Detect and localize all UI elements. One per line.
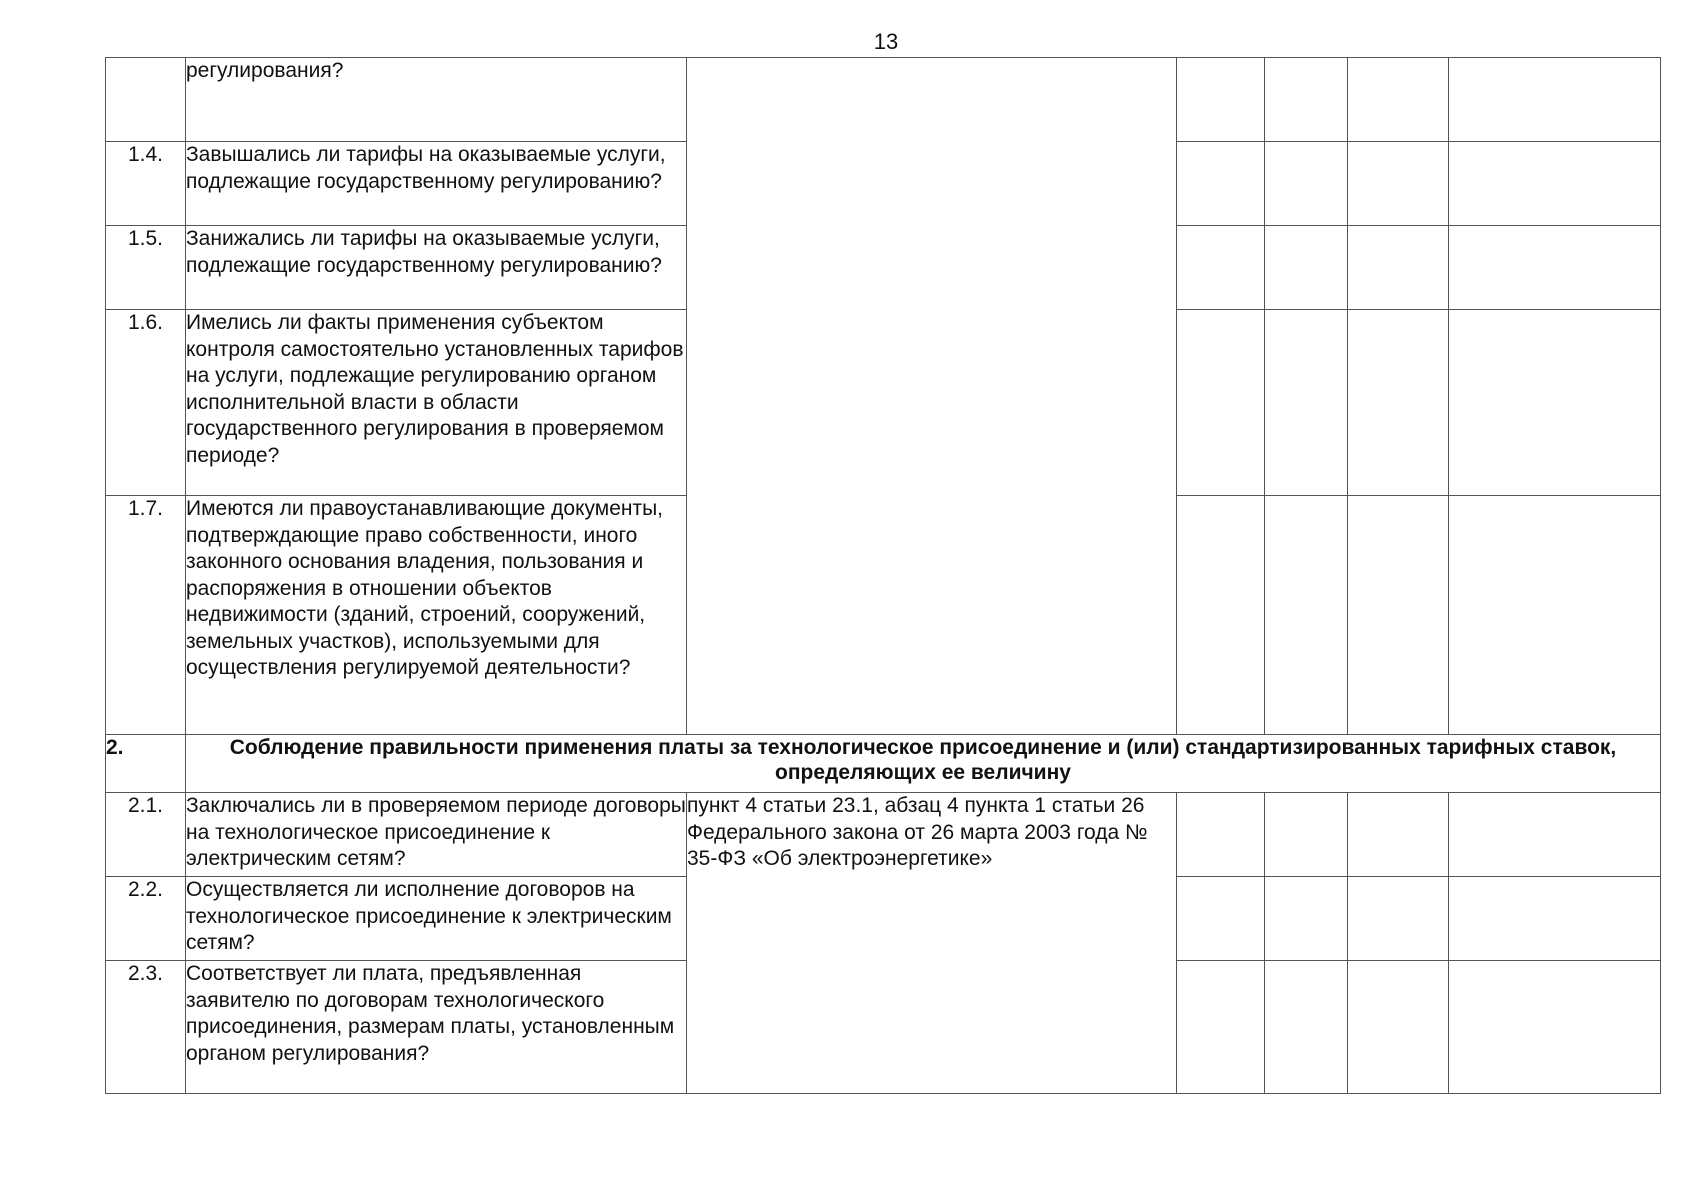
- note-cell: [1449, 793, 1661, 877]
- page-number: 13: [873, 29, 899, 54]
- answer-na-cell: [1348, 310, 1449, 496]
- legal-reference-cell: [687, 58, 1177, 735]
- question-cell: Имеются ли правоустанавливающие документы, подтверждающие право собственности, иного законного основания владения, пользования и распоряжения в отношении объектов недвижимости (зданий, строений, сооружений, земельных участков), используемыми для осуществления регулируемой деятельности?: [186, 496, 687, 735]
- note-cell: [1449, 58, 1661, 142]
- answer-na-cell: [1348, 961, 1449, 1094]
- row-number: 1.7.: [106, 496, 186, 735]
- question-cell: Заключались ли в проверяемом периоде договоры на технологическое присоединение к электрическим сетям?: [186, 793, 687, 877]
- answer-yes-cell: [1177, 961, 1265, 1094]
- answer-no-cell: [1265, 496, 1348, 735]
- answer-yes-cell: [1177, 310, 1265, 496]
- checklist-table: [105, 57, 1661, 1094]
- row-number: 1.6.: [106, 310, 186, 496]
- row-number: 1.4.: [106, 142, 186, 226]
- answer-no-cell: [1265, 58, 1348, 142]
- note-cell: [1449, 877, 1661, 961]
- answer-yes-cell: [1177, 226, 1265, 310]
- answer-yes-cell: [1177, 877, 1265, 961]
- answer-no-cell: [1265, 310, 1348, 496]
- table-row: [106, 58, 1661, 142]
- row-number: 2.3.: [106, 961, 186, 1094]
- answer-yes-cell: [1177, 793, 1265, 877]
- section-number: 2.: [106, 735, 186, 793]
- answer-na-cell: [1348, 142, 1449, 226]
- row-number: 2.2.: [106, 877, 186, 961]
- question-cell: регулирования?: [186, 58, 687, 142]
- note-cell: [1449, 961, 1661, 1094]
- answer-yes-cell: [1177, 496, 1265, 735]
- answer-yes-cell: [1177, 142, 1265, 226]
- answer-no-cell: [1265, 961, 1348, 1094]
- legal-reference-cell: пункт 4 статьи 23.1, абзац 4 пункта 1 статьи 26 Федерального закона от 26 марта 2003 года № 35-ФЗ «Об электроэнергетике»: [687, 793, 1177, 1094]
- note-cell: [1449, 226, 1661, 310]
- question-cell: Занижались ли тарифы на оказываемые услуги, подлежащие государственному регулированию?: [186, 226, 687, 310]
- answer-na-cell: [1348, 793, 1449, 877]
- row-number: 2.1.: [106, 793, 186, 877]
- answer-na-cell: [1348, 58, 1449, 142]
- question-cell: Завышались ли тарифы на оказываемые услуги, подлежащие государственному регулированию?: [186, 142, 687, 226]
- section-title: Соблюдение правильности применения платы за технологическое присоединение и (или) стандартизированных тарифных ставок, определяющих ее величину: [186, 735, 1661, 793]
- table-row: [106, 793, 1661, 877]
- answer-na-cell: [1348, 226, 1449, 310]
- note-cell: [1449, 496, 1661, 735]
- row-number: [106, 58, 186, 142]
- note-cell: [1449, 310, 1661, 496]
- row-number: 1.5.: [106, 226, 186, 310]
- note-cell: [1449, 142, 1661, 226]
- answer-no-cell: [1265, 793, 1348, 877]
- question-cell: Осуществляется ли исполнение договоров на технологическое присоединение к электрическим сетям?: [186, 877, 687, 961]
- answer-na-cell: [1348, 496, 1449, 735]
- answer-no-cell: [1265, 142, 1348, 226]
- question-cell: Соответствует ли плата, предъявленная заявителю по договорам технологического присоединения, размерам платы, установленным органом регулирования?: [186, 961, 687, 1094]
- section-header-row: [106, 735, 1661, 793]
- answer-na-cell: [1348, 877, 1449, 961]
- answer-yes-cell: [1177, 58, 1265, 142]
- answer-no-cell: [1265, 226, 1348, 310]
- answer-no-cell: [1265, 877, 1348, 961]
- question-cell: Имелись ли факты применения субъектом контроля самостоятельно установленных тарифов на услуги, подлежащие регулированию органом исполнительной власти в области государственного регулирования в проверяемом периоде?: [186, 310, 687, 496]
